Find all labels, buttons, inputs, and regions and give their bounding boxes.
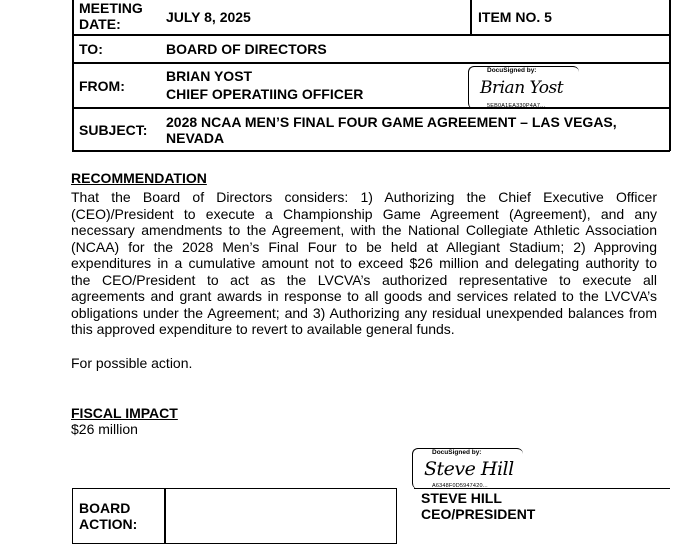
board-action-label-line1: BOARD <box>79 500 131 516</box>
table-rule <box>470 0 472 35</box>
to-value: BOARD OF DIRECTORS <box>166 41 327 57</box>
recommendation-line: necessary amendments to the Agreement, with the National Collegiate Athletic Association <box>71 222 657 238</box>
subject-line2: NEVADA <box>166 130 225 146</box>
possible-action-text: For possible action. <box>71 355 193 371</box>
table-rule <box>72 62 670 64</box>
subject-label: SUBJECT: <box>79 122 148 138</box>
from-title: CHIEF OPERATIING OFFICER <box>166 86 364 102</box>
recommendation-line: obligations under the Agreement; and 3) Authorizing any residual unexpended balances from <box>71 304 657 321</box>
fiscal-impact-heading: FISCAL IMPACT <box>71 405 178 421</box>
table-rule <box>72 150 670 152</box>
table-rule <box>72 107 670 109</box>
envelope-id: 5EB0A1EA330P4A7... <box>487 103 546 109</box>
recommendation-line: (CEO)/President to execute a Championship Game Agreement (Agreement), and any <box>71 205 657 222</box>
board-action-label-line2: ACTION: <box>79 516 138 532</box>
signature-brian-yost: Brian Yost <box>480 78 564 98</box>
board-action-label <box>79 500 137 532</box>
docusigned-label: DocuSigned by: <box>432 449 482 456</box>
item-number: ITEM NO. 5 <box>478 9 552 25</box>
meeting-date-label <box>79 0 143 32</box>
ceo-title: CEO/PRESIDENT <box>421 506 536 522</box>
board-action-box <box>72 488 397 544</box>
board-action-field[interactable] <box>166 489 396 543</box>
recommendation-heading: RECOMMENDATION <box>71 170 207 186</box>
envelope-id: A6348F0D5947420... <box>432 483 488 489</box>
recommendation-line: That the Board of Directors considers: 1) Authorizing the Chief Executive Officer <box>71 189 657 205</box>
docusigned-label: DocuSigned by: <box>487 67 537 74</box>
from-label: FROM: <box>79 78 125 94</box>
meeting-date: JULY 8, 2025 <box>166 9 251 25</box>
recommendation-line-last: this approved expenditure to revert to available general funds. <box>71 321 455 337</box>
recommendation-line: the CEO/President to act as the LVCVA’s authorized representative to execute all <box>71 271 657 288</box>
recommendation-line: expenditures in a cumulative amount not to exceed $26 million and delegating authority to <box>71 255 657 271</box>
meeting-date-label-line1: MEETING <box>79 0 143 16</box>
to-label: TO: <box>79 41 103 57</box>
fiscal-impact-amount: $26 million <box>71 421 138 437</box>
recommendation-body <box>71 189 657 338</box>
subject-line1: 2028 NCAA MEN’S FINAL FOUR GAME AGREEMENT – LAS VEGAS, <box>166 114 617 130</box>
recommendation-line: agreements and grant awards in response to all goods and services related to the LVCVA’s <box>71 288 657 304</box>
recommendation-line: (NCAA) for the 2028 Men’s Final Four to be held at Allegiant Stadium; 2) Approving <box>71 238 657 255</box>
from-name: BRIAN YOST <box>166 68 253 84</box>
table-rule <box>72 34 670 36</box>
table-rule <box>72 0 74 151</box>
ceo-name: STEVE HILL <box>421 490 502 506</box>
signature-steve-hill: Steve Hill <box>424 458 514 480</box>
table-rule <box>669 0 671 151</box>
meeting-date-label-line2: DATE: <box>79 16 121 32</box>
